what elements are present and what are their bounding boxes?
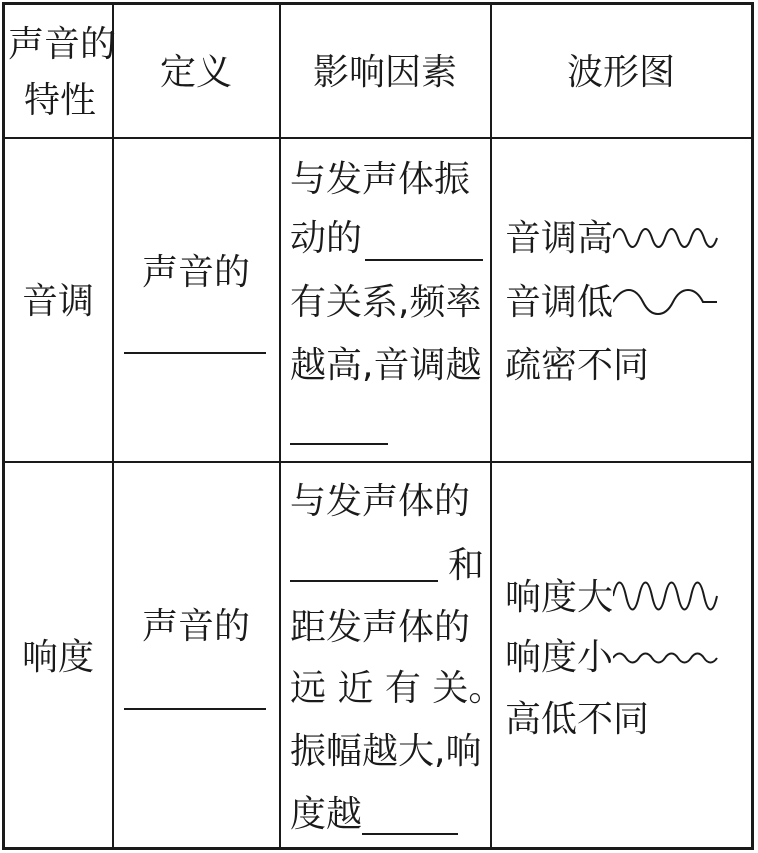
row-divider-pitch: [2, 461, 754, 463]
table-border-left: [2, 2, 5, 850]
pitch-factor-line4: 越高,音调越: [290, 345, 482, 386]
loudness-large-label: 响度大: [505, 577, 614, 618]
high-pitch-wave-icon: [613, 220, 723, 256]
pitch-low-label: 音调低: [505, 282, 614, 323]
table-border-right: [751, 2, 754, 850]
pitch-definition-blank: [124, 352, 266, 354]
column-divider-2: [279, 2, 281, 850]
pitch-factor-line1: 与发声体振: [290, 159, 471, 200]
pitch-high-label: 音调高: [505, 218, 614, 259]
loudness-wave-note: 高低不同: [505, 699, 650, 740]
loudness-factor-line2-end: 和: [448, 545, 485, 586]
pitch-definition: 声音的: [142, 252, 251, 293]
header-characteristic-line2: 特性: [24, 80, 97, 121]
table-border-top: [2, 2, 754, 5]
loudness-factor-line1: 与发声体的: [290, 481, 471, 522]
pitch-factor-line3: 有关系,频率: [290, 282, 482, 323]
header-factors: 影响因素: [313, 52, 458, 93]
row-divider-header: [2, 137, 754, 139]
loudness-definition: 声音的: [142, 606, 251, 647]
pitch-factor-blank-2: [290, 443, 388, 445]
loudness-name: 响度: [22, 637, 95, 678]
loudness-factor-line4: 远 近 有 关。: [290, 668, 505, 709]
large-amplitude-wave-icon: [613, 576, 723, 616]
table-border-bottom: [2, 847, 754, 850]
loudness-factor-line5: 振幅越大,响: [290, 731, 482, 772]
header-characteristic-line1: 声音的: [8, 24, 117, 65]
loudness-factor-blank-1: [290, 580, 438, 582]
pitch-wave-note: 疏密不同: [505, 345, 650, 386]
pitch-factor-line2: 动的: [290, 218, 363, 259]
header-waveform: 波形图: [567, 52, 676, 93]
loudness-small-label: 响度小: [505, 637, 614, 678]
header-definition: 定义: [160, 52, 233, 93]
loudness-factor-line6: 度越: [290, 794, 363, 835]
pitch-name: 音调: [22, 281, 95, 322]
loudness-factor-blank-2: [362, 833, 458, 835]
small-amplitude-wave-icon: [613, 643, 723, 673]
column-divider-3: [490, 2, 492, 850]
loudness-definition-blank: [124, 708, 266, 710]
loudness-factor-line3: 距发声体的: [290, 607, 471, 648]
column-divider-1: [112, 2, 114, 850]
low-pitch-wave-icon: [613, 284, 723, 320]
pitch-factor-blank-1: [365, 259, 483, 261]
